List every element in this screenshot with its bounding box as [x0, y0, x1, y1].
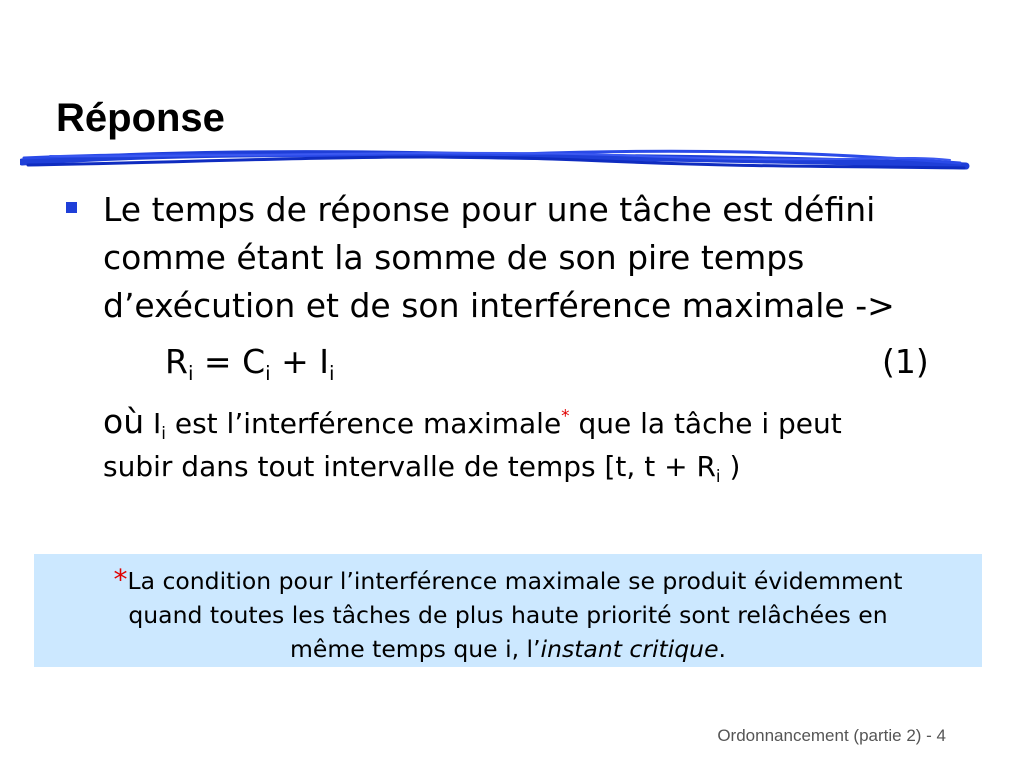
formula-equals: =: [193, 342, 243, 381]
explanation-r-subscript: i: [715, 465, 721, 486]
formula-i-subscript: i: [329, 361, 335, 385]
note-line-2: quand toutes les tâches de plus haute priorité sont relâchées en: [128, 601, 888, 629]
note-text-4: .: [718, 635, 727, 663]
title-underline: [20, 146, 970, 178]
explanation-line-1: [103, 402, 842, 441]
note-text-1: La condition pour l’interférence maximale se produit évidemment: [127, 567, 903, 595]
explanation-line-2-pre: subir dans tout intervalle de temps [t, t + R: [103, 450, 716, 483]
bullet-square-icon: [66, 202, 77, 213]
footnote-marker: *: [561, 405, 570, 426]
explanation-i-subscript: i: [161, 422, 166, 443]
critical-instant-note: [34, 554, 982, 667]
formula-c: C: [242, 342, 266, 381]
formula-i: I: [319, 342, 329, 381]
explanation-i: I: [153, 407, 162, 440]
formula-plus: +: [270, 342, 320, 381]
bullet-line-2: comme étant la somme de son pire temps: [103, 238, 805, 277]
note-line-1: [34, 563, 982, 598]
note-text-3: même temps que i, l’: [289, 635, 541, 663]
formula-r: R: [165, 342, 188, 381]
formula-c-subscript: i: [265, 361, 271, 385]
bullet-line-3: d’exécution et de son interférence maximale ->: [103, 286, 895, 325]
response-time-formula: [165, 342, 335, 385]
explanation-line-2-post: ): [720, 450, 741, 483]
equation-number: (1): [882, 342, 929, 381]
slide-title: Réponse: [56, 96, 225, 140]
explanation-line-2: [103, 450, 741, 486]
bullet-line-1: Le temps de réponse pour une tâche est défini: [103, 190, 876, 229]
note-star: *: [113, 563, 128, 596]
note-line-3: [34, 632, 982, 666]
formula-r-subscript: i: [187, 361, 194, 385]
explanation-text-1: est l’interférence maximale: [165, 407, 562, 440]
slide-footer: Ordonnancement (partie 2) - 4: [717, 726, 946, 745]
explanation-text-2: que la tâche i peut: [569, 407, 842, 440]
explanation-ou: où: [103, 402, 145, 441]
note-italic-term: instant critique: [540, 635, 719, 663]
